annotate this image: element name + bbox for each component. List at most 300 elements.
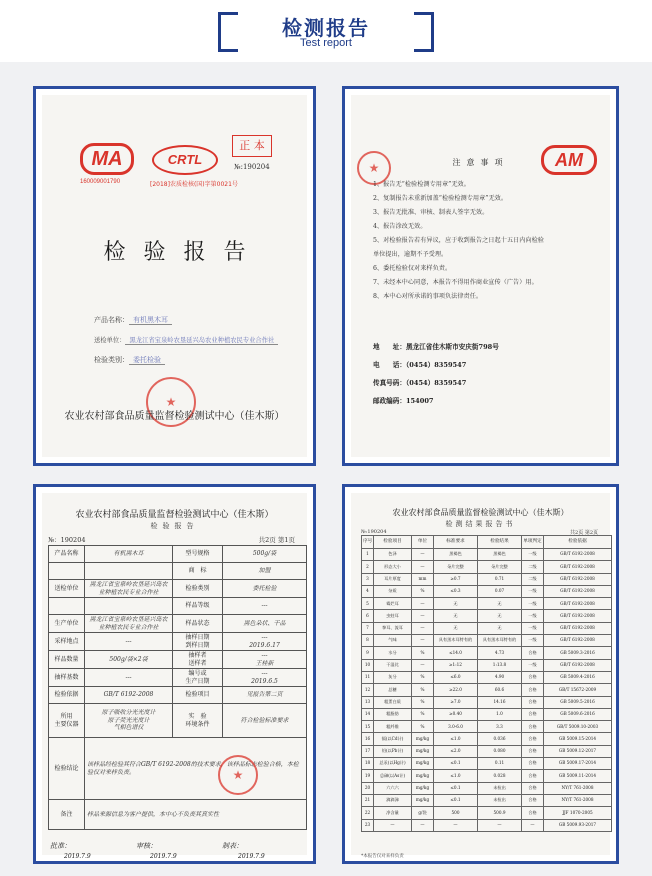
ma-logo: MA xyxy=(80,143,134,175)
results-header-row xyxy=(362,536,612,549)
results-cell: 20 xyxy=(362,782,374,794)
results-cell: 黑褐色 xyxy=(434,549,478,561)
results-cell: mg/kg xyxy=(412,758,434,770)
results-cell: ≥0.40 xyxy=(434,708,478,720)
results-table-row xyxy=(362,684,612,696)
approve-label: 批准： xyxy=(50,842,71,850)
results-cell: ≤6.0 xyxy=(434,671,478,683)
results-cell: ≤0.1 xyxy=(434,794,478,806)
results-table-row xyxy=(362,782,612,794)
report-field-label: 采样地点 xyxy=(49,633,85,651)
note-item: 5、对检验报告若有异议，应于收到报告之日起十五日内向检验 xyxy=(373,237,544,244)
results-cell: % xyxy=(412,671,434,683)
results-cell: 合格 xyxy=(522,745,544,757)
type-label: 检验类别： xyxy=(94,356,129,364)
report-field-label: 样品数量 xyxy=(49,651,85,669)
page-subtitle: Test report xyxy=(300,37,352,49)
results-cell: 虫蛀耳 xyxy=(374,610,412,622)
report-field-value: 有机黑木耳 xyxy=(85,546,173,563)
report-field-value: 500g/袋×2袋 xyxy=(85,651,173,669)
results-cell: 合格 xyxy=(522,684,544,696)
sender-label: 送检单位： xyxy=(94,337,126,344)
results-column-header: 检验依据 xyxy=(544,536,612,549)
results-cell: 朵片完整 xyxy=(478,561,522,573)
results-cell: % xyxy=(412,721,434,733)
sender-field xyxy=(94,335,278,344)
results-cell: ≤2.0 xyxy=(434,745,478,757)
results-table-row xyxy=(362,549,612,561)
results-cell: 0.036 xyxy=(478,733,522,745)
results-cell: 4.90 xyxy=(478,671,522,683)
results-column-header: 单项判定 xyxy=(522,536,544,549)
results-cell: 10 xyxy=(362,659,374,671)
results-cell: 滴滴涕 xyxy=(374,794,412,806)
results-cell: % xyxy=(412,585,434,597)
results-cell: 合格 xyxy=(522,807,544,819)
results-cell: GB/T 6192-2008 xyxy=(544,598,612,610)
results-cell: GB/T 6192-2008 xyxy=(544,585,612,597)
results-cell: 朵片完整 xyxy=(434,561,478,573)
results-cell: JJF 1070-2005 xyxy=(544,807,612,819)
results-subtitle: 检测结果报告书 xyxy=(445,520,516,528)
results-cell: 未检出 xyxy=(478,782,522,794)
results-page-number: 共2页 第2页 xyxy=(570,530,598,536)
note-item: 3、报告无批准、审核、制表人签字无效。 xyxy=(373,209,489,216)
results-cell: GB/T 6192-2008 xyxy=(544,610,612,622)
results-cell: 一级 xyxy=(522,610,544,622)
results-table-row xyxy=(362,758,612,770)
results-cell: 5 xyxy=(362,598,374,610)
results-cell: 灰分 xyxy=(374,671,412,683)
results-cell: 6 xyxy=(362,610,374,622)
results-cell: ≤1.0 xyxy=(434,733,478,745)
results-cell: 无 xyxy=(434,598,478,610)
results-cell: GB/T 6192-2008 xyxy=(544,635,612,647)
results-cell: 14.16 xyxy=(478,696,522,708)
contact-value: 黑龙江省佳木斯市安庆街798号 xyxy=(405,343,499,351)
report-number: №:190204 xyxy=(234,163,270,171)
results-cell: 9 xyxy=(362,647,374,659)
report-notes-card[interactable] xyxy=(342,86,619,466)
report-field-value: 黑龙江省宝泉岭农垦延兴岛农业种植农民专业合作社 xyxy=(85,615,173,633)
results-cell: ≥22.0 xyxy=(434,684,478,696)
results-cell: 杂质 xyxy=(374,585,412,597)
report-table-row xyxy=(49,800,307,830)
maker-signature xyxy=(222,841,243,851)
results-table-row xyxy=(362,807,612,819)
report-field-value: --- 2019.6.17 xyxy=(223,633,307,651)
results-cell: 2 xyxy=(362,561,374,573)
maker-label: 制表： xyxy=(222,842,243,850)
results-cell: 一级 xyxy=(522,585,544,597)
results-cell: 无 xyxy=(478,622,522,634)
report-field-value: 符合检验标准要求 xyxy=(223,704,307,738)
report-organization: 农业农村部食品质量监督检验测试中心（佳木斯） xyxy=(75,510,274,520)
results-cell: 500.9 xyxy=(478,807,522,819)
report-field-label: 生产单位 xyxy=(49,615,85,633)
results-table-row xyxy=(362,635,612,647)
results-cell: ≥1:12 xyxy=(434,659,478,671)
results-table-row xyxy=(362,770,612,782)
contact-label: 传真号码： xyxy=(373,379,406,387)
results-cell: 500 xyxy=(434,807,478,819)
results-cell: 22 xyxy=(362,807,374,819)
results-cell: — xyxy=(412,549,434,561)
results-table-row xyxy=(362,561,612,573)
notes-title: 注意事项 xyxy=(452,158,509,167)
report-field-label xyxy=(49,598,85,615)
results-cell: mg/kg xyxy=(412,733,434,745)
cover-title: 检验报告 xyxy=(103,240,264,265)
results-cell: 无 xyxy=(478,598,522,610)
report-subtitle: 检验报告 xyxy=(150,522,199,530)
results-cell: 一级 xyxy=(522,622,544,634)
results-cell: — xyxy=(522,819,544,831)
results-cell: 无 xyxy=(434,622,478,634)
results-cell: — xyxy=(412,598,434,610)
results-cell: ≤14.0 xyxy=(434,647,478,659)
report-field-label: 检验依据 xyxy=(49,687,85,704)
results-cell: — xyxy=(412,635,434,647)
results-cell: 0.11 xyxy=(478,758,522,770)
results-table-row xyxy=(362,622,612,634)
report-field-value xyxy=(85,563,173,580)
results-cell: GB 5009.93-2017 xyxy=(544,819,612,831)
results-cell: 形态大小 xyxy=(374,561,412,573)
report-field-label xyxy=(49,563,85,580)
results-cell: 合格 xyxy=(522,721,544,733)
results-cell: 3.3 xyxy=(478,721,522,733)
report-field-value: --- xyxy=(85,633,173,651)
report-field-value xyxy=(85,598,173,615)
report-cover-card[interactable] xyxy=(33,86,316,466)
results-table-row xyxy=(362,696,612,708)
results-cell: ≤1.0 xyxy=(434,770,478,782)
results-cell: 1:13.8 xyxy=(478,659,522,671)
test-results-card[interactable] xyxy=(342,484,619,864)
results-cell: — xyxy=(434,819,478,831)
results-cell: g/袋 xyxy=(412,807,434,819)
results-cell: ≥7.0 xyxy=(434,696,478,708)
results-cell: mg/kg xyxy=(412,745,434,757)
results-cell: GB/T 6192-2008 xyxy=(544,561,612,573)
results-table-row xyxy=(362,598,612,610)
results-cell: ≤0.1 xyxy=(434,758,478,770)
results-cell: 合格 xyxy=(522,708,544,720)
results-table-row xyxy=(362,819,612,831)
results-cell: GB/T 6192-2008 xyxy=(544,659,612,671)
results-cell: mm xyxy=(412,573,434,585)
results-cell: 水分 xyxy=(374,647,412,659)
note-item: 1、报告无“检验检测专用章”无效。 xyxy=(373,181,470,188)
results-cell: — xyxy=(412,659,434,671)
report-field-value: 加盟 xyxy=(223,563,307,580)
results-cell: 无 xyxy=(434,610,478,622)
results-cell: 二级 xyxy=(522,573,544,585)
report-field-value: --- 王桂新 xyxy=(223,651,307,669)
report-field-label: 抽样者 送样者 xyxy=(173,651,223,669)
note-item: 7、未经本中心同意，本报告不得用作商业宣传（广告）用。 xyxy=(373,279,538,286)
results-table-row xyxy=(362,647,612,659)
results-cell: GB/T 5009.10-2003 xyxy=(544,721,612,733)
review-signature xyxy=(136,841,157,851)
results-column-header: 标准要求 xyxy=(434,536,478,549)
results-column-header: 单位 xyxy=(412,536,434,549)
report-field-value: GB/T 6192-2008 xyxy=(85,687,173,704)
results-cell: 合格 xyxy=(522,782,544,794)
results-cell: 粗纤维 xyxy=(374,721,412,733)
report-field-label: 抽样基数 xyxy=(49,669,85,687)
type-field xyxy=(94,355,165,365)
results-cell: 干湿比 xyxy=(374,659,412,671)
results-cell: mg/kg xyxy=(412,782,434,794)
report-table-row xyxy=(49,546,307,563)
results-cell: GB 5009.17-2014 xyxy=(544,758,612,770)
report-table-row xyxy=(49,598,307,615)
results-cell: 一级 xyxy=(522,598,544,610)
report-page-number: 共2页 第1页 xyxy=(258,536,295,544)
report-field-value: --- xyxy=(85,669,173,687)
results-cell: 一级 xyxy=(522,549,544,561)
results-table-row xyxy=(362,721,612,733)
results-table-row xyxy=(362,573,612,585)
results-cell: 0.028 xyxy=(478,770,522,782)
results-cell: 14 xyxy=(362,708,374,720)
type-value: 委托检验 xyxy=(129,356,165,365)
results-column-header: 检验项目 xyxy=(374,536,412,549)
results-cell: — xyxy=(412,610,434,622)
results-cell: 具有黑木耳特有的 xyxy=(478,635,522,647)
results-cell: 23 xyxy=(362,819,374,831)
contact-label: 电 话： xyxy=(373,361,406,369)
report-field-label: 产品名称 xyxy=(49,546,85,563)
note-item: 8、本中心对所承诺的事项负法律责任。 xyxy=(373,293,483,300)
results-cell: 合格 xyxy=(522,671,544,683)
report-table-row xyxy=(49,615,307,633)
contact-fax xyxy=(373,377,466,387)
report-field-label: 实 验 环境条件 xyxy=(173,704,223,738)
review-date: 2019.7.9 xyxy=(150,853,177,860)
results-cell: 色泽 xyxy=(374,549,412,561)
results-cell: GB/T 15672-2009 xyxy=(544,684,612,696)
results-cell: — xyxy=(374,819,412,831)
results-cell: 21 xyxy=(362,794,374,806)
crtl-logo: CRTL xyxy=(152,145,218,175)
results-cell: 合格 xyxy=(522,794,544,806)
cover-paper xyxy=(42,95,307,457)
results-cell: mg/kg xyxy=(412,794,434,806)
report-field-label: 型号规格 xyxy=(173,546,223,563)
product-value: 有机黑木耳 xyxy=(129,316,172,325)
results-table-row xyxy=(362,610,612,622)
results-cell: — xyxy=(412,561,434,573)
results-table-row xyxy=(362,745,612,757)
results-cell: 镉(以Cd计) xyxy=(374,733,412,745)
report-table-row xyxy=(49,704,307,738)
results-cell: 0.07 xyxy=(478,585,522,597)
report-field-value: 500g/袋 xyxy=(223,546,307,563)
results-number: №:190204 xyxy=(361,529,387,535)
results-table-row xyxy=(362,708,612,720)
results-cell: 耳片厚度 xyxy=(374,573,412,585)
sender-value: 黑龙江省宝泉岭农垦延兴岛农业种植农民专业合作社 xyxy=(125,337,278,345)
report-field-value: 样品来源信息为客户提供，本中心不负责其真实性 xyxy=(85,800,307,830)
results-organization: 农业农村部食品质量监督检验测试中心（佳木斯） xyxy=(392,508,569,517)
contact-value: （0454）8359547 xyxy=(405,379,467,387)
report-field-value: 委托检验 xyxy=(223,580,307,598)
contact-label: 地 址： xyxy=(373,343,406,351)
product-field xyxy=(94,315,172,325)
page-title: 检测报告 xyxy=(282,16,370,40)
report-field-label: 商 标 xyxy=(173,563,223,580)
results-cell: 气味 xyxy=(374,635,412,647)
report-field-label: 样品等级 xyxy=(173,598,223,615)
report-field-label: 备注 xyxy=(49,800,85,830)
results-cell: 无 xyxy=(478,610,522,622)
report-table-row xyxy=(49,687,307,704)
results-cell: GB 5009.11-2014 xyxy=(544,770,612,782)
report-info-table xyxy=(48,545,307,830)
product-label: 产品名称： xyxy=(94,316,129,324)
results-table-row xyxy=(362,671,612,683)
maker-date: 2019.7.9 xyxy=(238,853,265,860)
results-cell: GB 5009.6-2016 xyxy=(544,708,612,720)
results-cell: 合格 xyxy=(522,696,544,708)
review-label: 审核： xyxy=(136,842,157,850)
results-cell: 0.080 xyxy=(478,745,522,757)
note-item: 4、报告涂改无效。 xyxy=(373,223,427,230)
results-cell: 60.6 xyxy=(478,684,522,696)
results-cell: GB 5009.3-2016 xyxy=(544,647,612,659)
results-cell: GB 5009.15-2014 xyxy=(544,733,612,745)
results-cell: 15 xyxy=(362,721,374,733)
results-cell: 0.71 xyxy=(478,573,522,585)
report-field-label: 送检单位 xyxy=(49,580,85,598)
results-cell: 总糖 xyxy=(374,684,412,696)
results-cell: — xyxy=(412,819,434,831)
inspection-report-card[interactable] xyxy=(33,484,316,864)
results-cell: 铅(以Pb计) xyxy=(374,745,412,757)
results-footnote: *本报告仅对来样负责 xyxy=(361,854,404,859)
results-table xyxy=(361,535,612,832)
results-cell: 一级 xyxy=(522,635,544,647)
results-cell: GB/T 6192-2008 xyxy=(544,549,612,561)
results-cell: % xyxy=(412,696,434,708)
results-cell: 粗蛋白质 xyxy=(374,696,412,708)
report-field-value: 黑龙江省宝泉岭农垦延兴岛农业种植农民专业合作社 xyxy=(85,580,173,598)
report-table-row xyxy=(49,633,307,651)
contact-postcode xyxy=(373,395,434,405)
approve-signature xyxy=(50,841,71,851)
results-cell: 合格 xyxy=(522,733,544,745)
results-cell: ≤0.1 xyxy=(434,782,478,794)
contact-address xyxy=(373,341,499,351)
results-table-row xyxy=(362,794,612,806)
results-cell: 18 xyxy=(362,758,374,770)
results-cell: 19 xyxy=(362,770,374,782)
results-cell: GB 5009.4-2016 xyxy=(544,671,612,683)
results-cell: GB/T 6192-2008 xyxy=(544,622,612,634)
report-field-label: 检验类别 xyxy=(173,580,223,598)
notes-paper xyxy=(351,95,610,457)
report-field-label: 抽样日期 到样日期 xyxy=(173,633,223,651)
results-cell: % xyxy=(412,647,434,659)
results-cell: 合格 xyxy=(522,770,544,782)
page-header xyxy=(0,0,652,62)
contact-value: （0454）8359547 xyxy=(405,361,467,369)
note-item: 单位提出，逾期不予受理。 xyxy=(373,251,448,258)
results-cell: 二级 xyxy=(522,561,544,573)
results-cell: NY/T 761-2008 xyxy=(544,782,612,794)
report-field-value: 黑色朵状、干品 xyxy=(223,615,307,633)
results-cell: 4.73 xyxy=(478,647,522,659)
results-cell: — xyxy=(478,819,522,831)
results-cell: 合格 xyxy=(522,647,544,659)
results-cell: 霉烂耳 xyxy=(374,598,412,610)
results-column-header: 检验结果 xyxy=(478,536,522,549)
report-paper xyxy=(42,493,307,860)
results-cell: % xyxy=(412,708,434,720)
report-table-row xyxy=(49,669,307,687)
report-table-row xyxy=(49,651,307,669)
results-cell: mg/kg xyxy=(412,770,434,782)
results-table-row xyxy=(362,733,612,745)
report-field-value: 该样品经检验其符合GB/T 6192-2008的技术要求，该样品标志检验合格，本检验仅对来样负责。 xyxy=(85,738,307,800)
results-cell: NY/T 761-2008 xyxy=(544,794,612,806)
results-cell: GB/T 6192-2008 xyxy=(544,573,612,585)
results-cell: ≥0.7 xyxy=(434,573,478,585)
report-field-value: 见报告第二页 xyxy=(223,687,307,704)
note-item: 2、复制报告未重新加盖“检验检测专用章”无效。 xyxy=(373,195,508,202)
results-cell: 1 xyxy=(362,549,374,561)
results-cell: GB 5009.12-2017 xyxy=(544,745,612,757)
am-logo: AM xyxy=(541,145,597,175)
results-cell: 16 xyxy=(362,733,374,745)
results-cell: 4 xyxy=(362,585,374,597)
results-cell: 一级 xyxy=(522,659,544,671)
cover-organization: 农业农村部食品质量监督检验测试中心（佳木斯） xyxy=(64,411,285,422)
results-cell: ≤0.3 xyxy=(434,585,478,597)
results-cell: 六六六 xyxy=(374,782,412,794)
results-cell: 粗脂肪 xyxy=(374,708,412,720)
results-cell: % xyxy=(412,684,434,696)
report-field-value: --- xyxy=(223,598,307,615)
results-cell: 净含量 xyxy=(374,807,412,819)
report-field-value: 原子吸收分光光度计 原子荧光光度计 气相色谱仪 xyxy=(85,704,173,738)
results-cell: 1.0 xyxy=(478,708,522,720)
results-cell: 拳耳、流耳 xyxy=(374,622,412,634)
note-item: 6、委托检验仅对来样负责。 xyxy=(373,265,452,272)
approve-date: 2019.7.9 xyxy=(64,853,91,860)
report-seal xyxy=(218,755,258,795)
results-cell: 3 xyxy=(362,573,374,585)
contact-value: 154007 xyxy=(405,397,434,405)
results-column-header: 序号 xyxy=(362,536,374,549)
results-cell: 11 xyxy=(362,671,374,683)
results-cell: 3.0-6.0 xyxy=(434,721,478,733)
contact-phone xyxy=(373,359,466,369)
results-cell: 7 xyxy=(362,622,374,634)
results-table-row xyxy=(362,585,612,597)
report-field-label: 所用 主要仪器 xyxy=(49,704,85,738)
ma-number: 160009001790 xyxy=(80,179,121,185)
results-cell: 8 xyxy=(362,635,374,647)
results-cell: 合格 xyxy=(522,758,544,770)
report-field-label: 检验结论 xyxy=(49,738,85,800)
report-field-label: 检验项目 xyxy=(173,687,223,704)
report-table-row xyxy=(49,738,307,800)
results-cell: 17 xyxy=(362,745,374,757)
